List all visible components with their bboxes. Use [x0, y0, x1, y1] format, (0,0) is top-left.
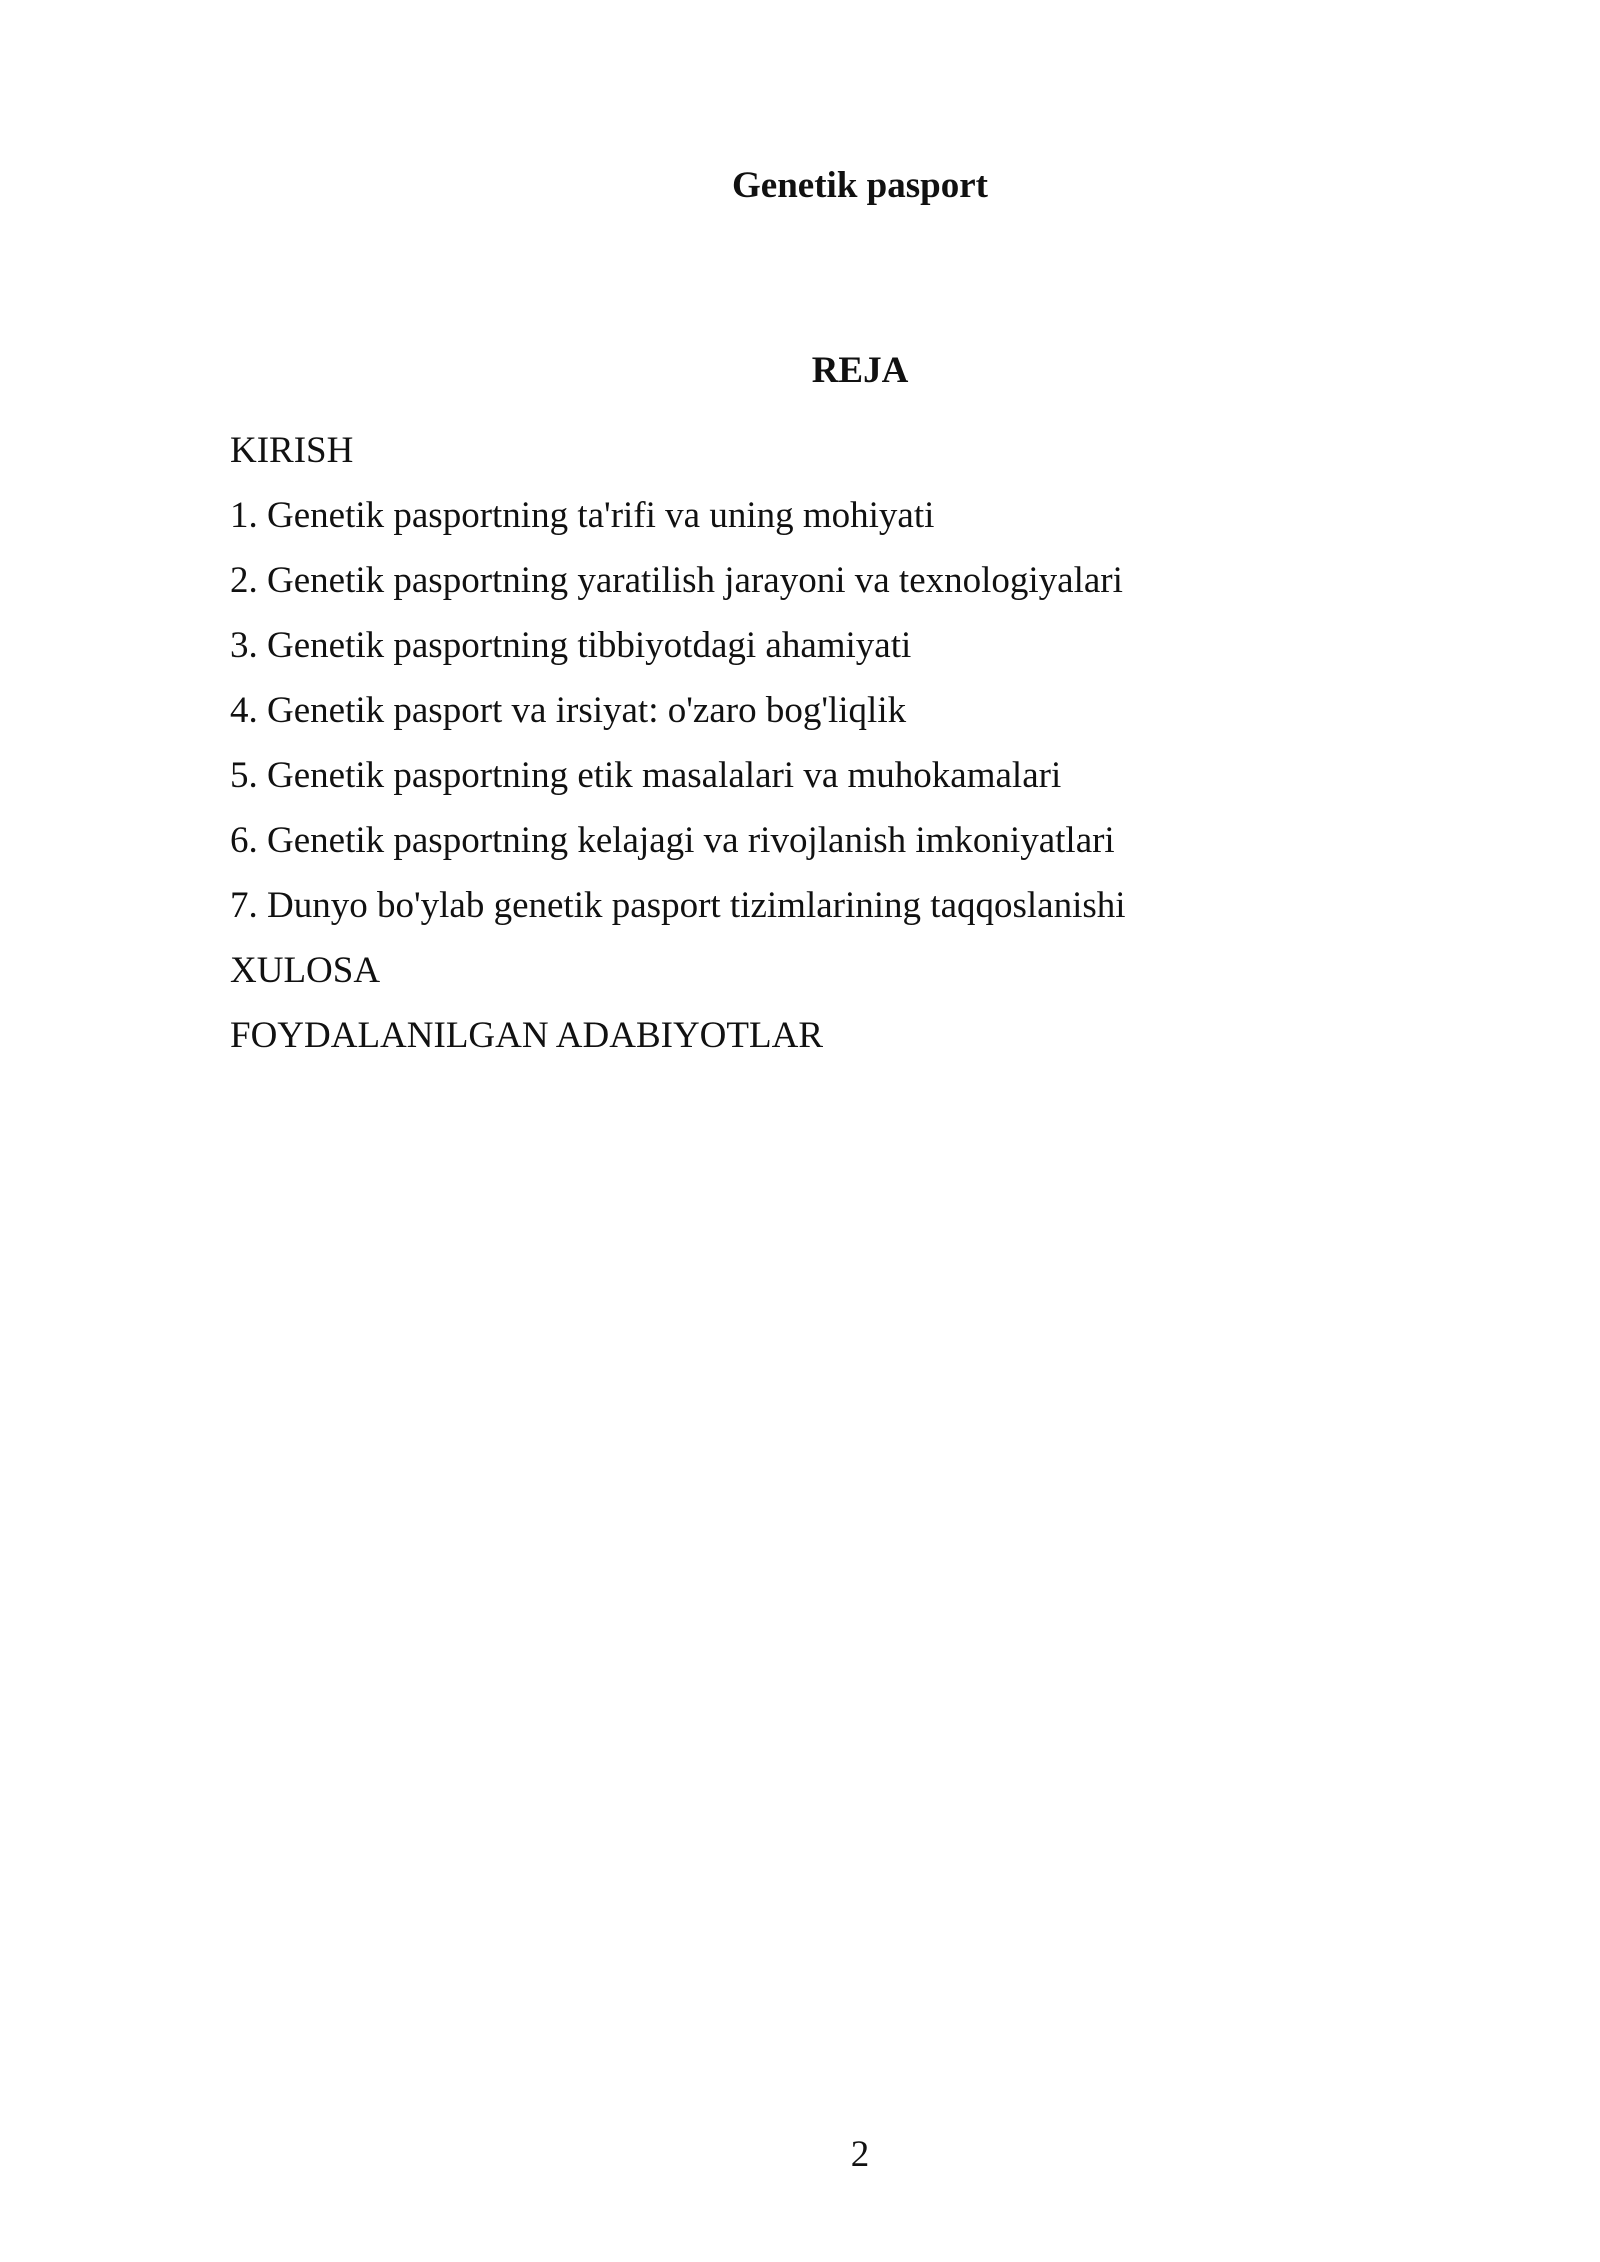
toc-item-7: 7. Dunyo bo'ylab genetik pasport tizimlarining taqqoslanishi — [230, 885, 1126, 926]
toc-item-introduction: KIRISH — [230, 430, 354, 471]
toc-item-4: 4. Genetik pasport va irsiyat: o'zaro bog'liqlik — [230, 690, 907, 731]
document-title: Genetik pasport — [732, 165, 988, 206]
toc-item-3: 3. Genetik pasportning tibbiyotdagi ahamiyati — [230, 625, 912, 666]
toc-item-5: 5. Genetik pasportning etik masalalari va muhokamalari — [230, 755, 1062, 796]
toc-item-references: FOYDALANILGAN ADABIYOTLAR — [230, 1015, 823, 1056]
toc-item-conclusion: XULOSA — [230, 950, 381, 991]
plan-heading: REJA — [811, 350, 909, 391]
toc-item-1: 1. Genetik pasportning ta'rifi va uning mohiyati — [230, 495, 935, 536]
table-of-contents — [230, 418, 1430, 1068]
page-number: 2 — [850, 2134, 870, 2175]
toc-item-6: 6. Genetik pasportning kelajagi va rivojlanish imkoniyatlari — [230, 820, 1115, 861]
toc-item-2: 2. Genetik pasportning yaratilish jarayoni va texnologiyalari — [230, 560, 1123, 601]
